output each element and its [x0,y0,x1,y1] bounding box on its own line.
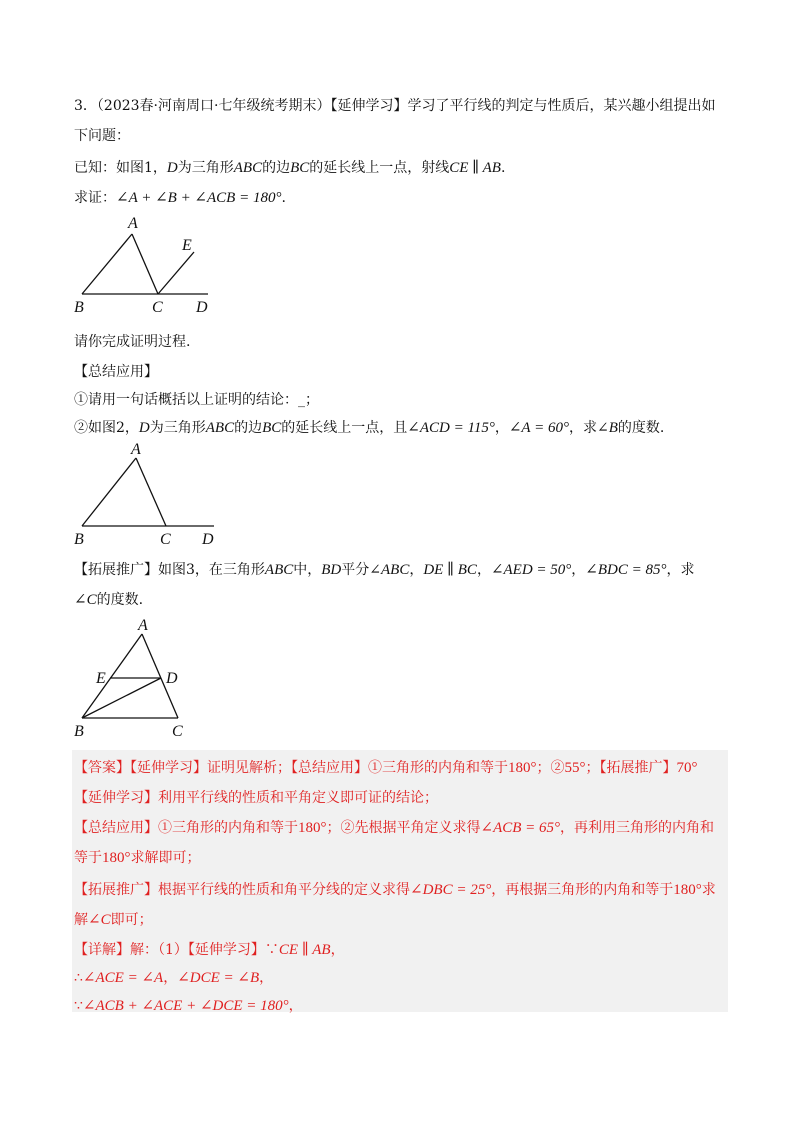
fig1-label-e: E [182,237,192,254]
problem-intro: 学习了平行线的判定与性质后，某兴趣小组提出如 [407,98,716,114]
summary-tag: 【总结应用】 [74,364,158,380]
answer-line-7: 【详解】解：（1）【延伸学习】∵CE ∥ AB， [74,942,345,958]
answer-line-2: 【延伸学习】利用平行线的性质和平角定义即可证的结论； [74,790,438,806]
answer-line-8: ∴∠ACE = ∠A，∠DCE = ∠B， [74,970,274,986]
fig2-line-ac [136,458,166,526]
extension-line: 【拓展推广】如图3，在三角形ABC中，BD平分∠ABC，DE ∥ BC，∠AED = 50°，∠BDC = 85°，求 [74,562,695,578]
fig3-label-e: E [96,670,106,687]
figure-3 [68,614,198,744]
fig2-label-c: C [160,531,171,548]
fig1-line-ab [82,234,132,294]
answer-line-1: 【答案】【延伸学习】证明见解析；【总结应用】①三角形的内角和等于180°；②55°；【拓展推广】70° [74,760,698,776]
fig3-label-d: D [166,670,178,687]
complete-proof-text: 请你完成证明过程. [74,334,191,350]
fig2-label-a: A [131,441,141,458]
fig1-label-b: B [74,299,84,316]
problem-tag: 【延伸学习】 [330,98,408,114]
fig3-line-bd [82,678,161,718]
fig3-label-a: A [138,617,148,634]
answer-line-9: ∵∠ACB + ∠ACE + ∠DCE = 180°， [74,998,303,1014]
problem-intro-cont: 下问题： [74,128,130,144]
fig3-line-ab [82,634,142,718]
summary-q2: ②如图2，D为三角形ABC的边BC的延长线上一点，且∠ACD = 115°，∠A = 60°，求∠B的度数. [74,420,665,436]
given-line: 已知：如图1，D为三角形ABC的边BC的延长线上一点，射线CE ∥ AB. [74,160,506,176]
prove-line: 求证：∠A + ∠B + ∠ACB = 180°. [74,190,286,206]
answer-line-5: 【拓展推广】根据平行线的性质和角平分线的定义求得∠DBC = 25°，再根据三角形的内角和等于180°求 [74,882,716,898]
fig3-label-b: B [74,723,84,740]
fig1-ray-ce [158,252,194,294]
problem-source: （2023春·河南周口·七年级统考期末） [96,98,331,114]
fig1-label-c: C [152,299,163,316]
fig1-label-a: A [128,215,138,232]
answer-line-6: 解∠C即可； [74,912,153,928]
problem-number: 3． [74,98,97,114]
fig2-label-b: B [74,531,84,548]
problem-header [74,96,715,116]
extension-tag: 【拓展推广】 [74,562,158,578]
fig2-line-ab [82,458,136,526]
summary-q1: ①请用一句话概括以上证明的结论：_； [74,392,319,408]
figure-1 [70,212,220,324]
fig1-label-d: D [196,299,208,316]
answer-line-3: 【总结应用】①三角形的内角和等于180°；②先根据平角定义求得∠ACB = 65°，再利用三角形的内角和 [74,820,715,836]
fig1-line-ac [132,234,158,294]
fig2-label-d: D [202,531,214,548]
figure-2 [70,440,230,552]
answer-line-4: 等于180°求解即可； [74,850,201,866]
fig3-label-c: C [172,723,183,740]
extension-line-2: ∠C的度数. [74,592,144,608]
